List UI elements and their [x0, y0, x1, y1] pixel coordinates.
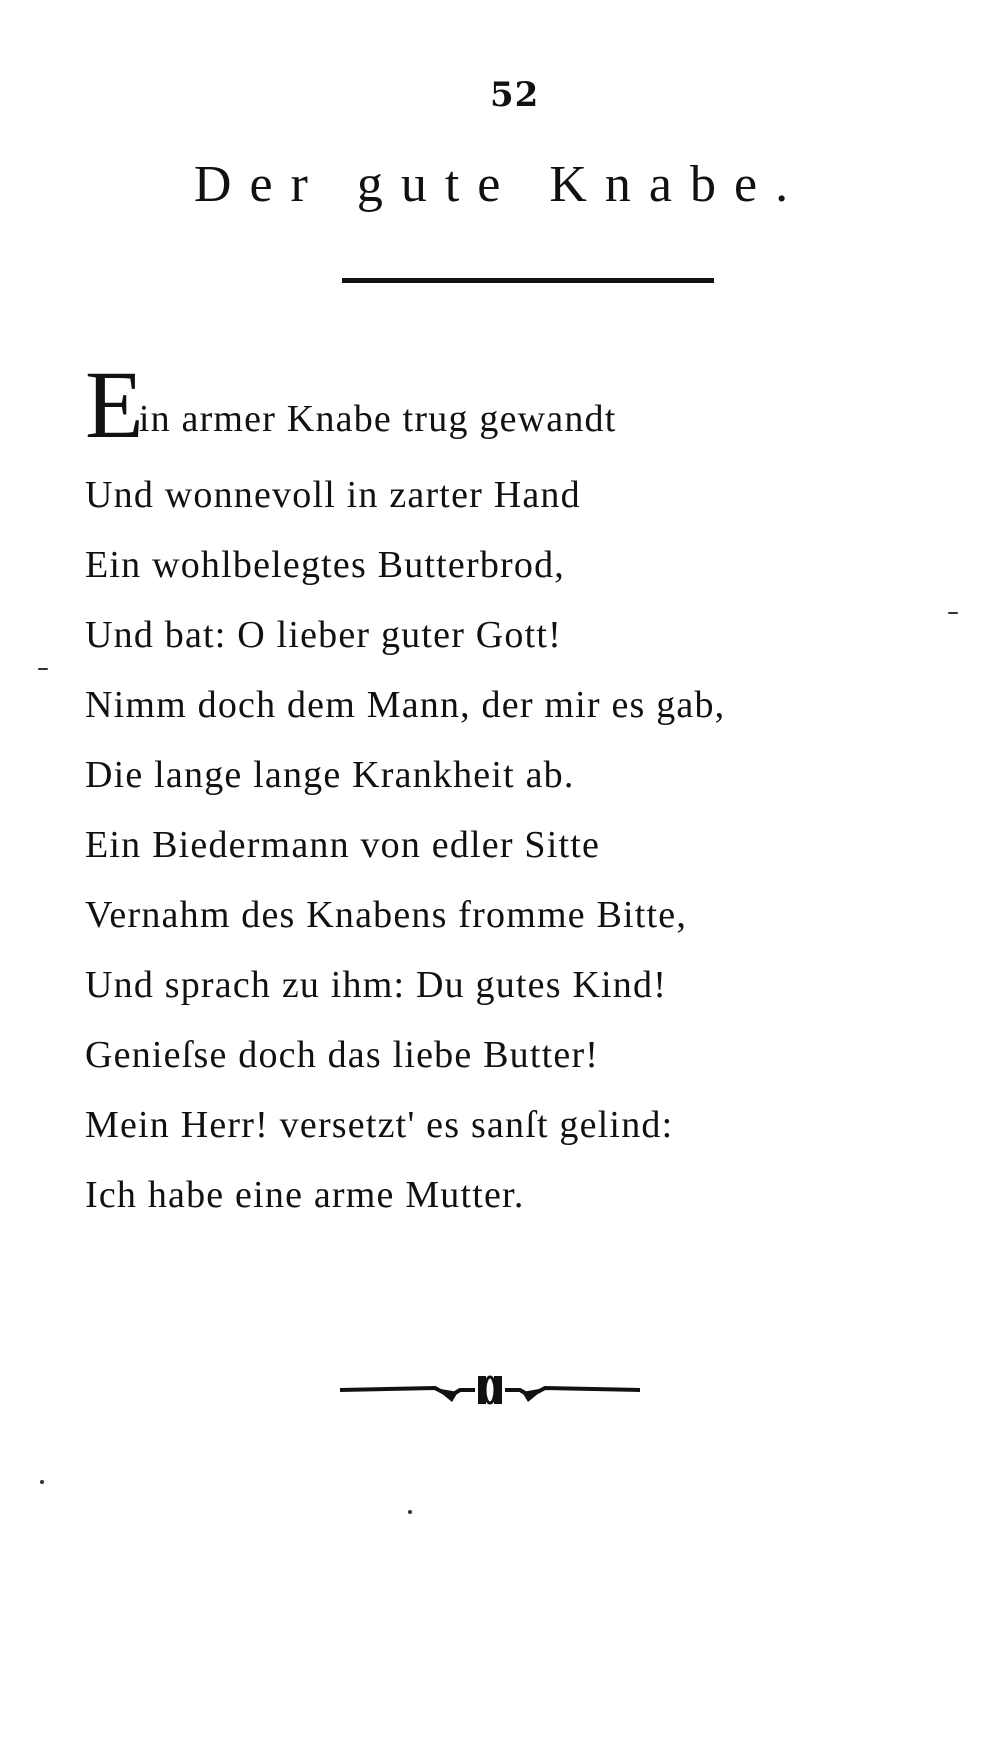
poem-line: Und sprach zu ihm: Du gutes Kind!: [85, 964, 668, 1006]
poem-line: Genieſse doch das liebe Butter!: [85, 1034, 600, 1076]
print-speck: [948, 612, 958, 614]
drop-cap: E: [85, 351, 145, 458]
print-speck: [38, 668, 48, 670]
poem-line: Nimm doch dem Mann, der mir es gab,: [85, 684, 726, 726]
poem-line: Vernahm des Knabens fromme Bitte,: [85, 894, 688, 936]
page-number: 52: [490, 75, 540, 115]
print-speck: [40, 1480, 44, 1484]
first-line-text: in armer Knabe trug gewandt: [138, 398, 617, 440]
poem-line: Und bat: O lieber guter Gott!: [85, 614, 562, 656]
poem-line: [85, 351, 945, 460]
poem-title: Der gute Knabe.: [193, 156, 807, 213]
poem-line: Und wonnevoll in zarter Hand: [85, 474, 581, 516]
poem-line: Ein Biedermann von edler Sitte: [85, 824, 601, 866]
tailpiece-ornament-icon: [340, 1370, 640, 1410]
poem-line: Mein Herr! versetzt' es sanſt gelind:: [85, 1104, 674, 1146]
poem-line: Ein wohlbelegtes Butterbrod,: [85, 544, 566, 586]
print-speck: [408, 1510, 412, 1514]
poem-body: [85, 351, 945, 1230]
poem-line: Die lange lange Krankheit ab.: [85, 754, 575, 796]
title-rule: [342, 278, 714, 283]
poem-line: Ich habe eine arme Mutter.: [85, 1174, 525, 1216]
